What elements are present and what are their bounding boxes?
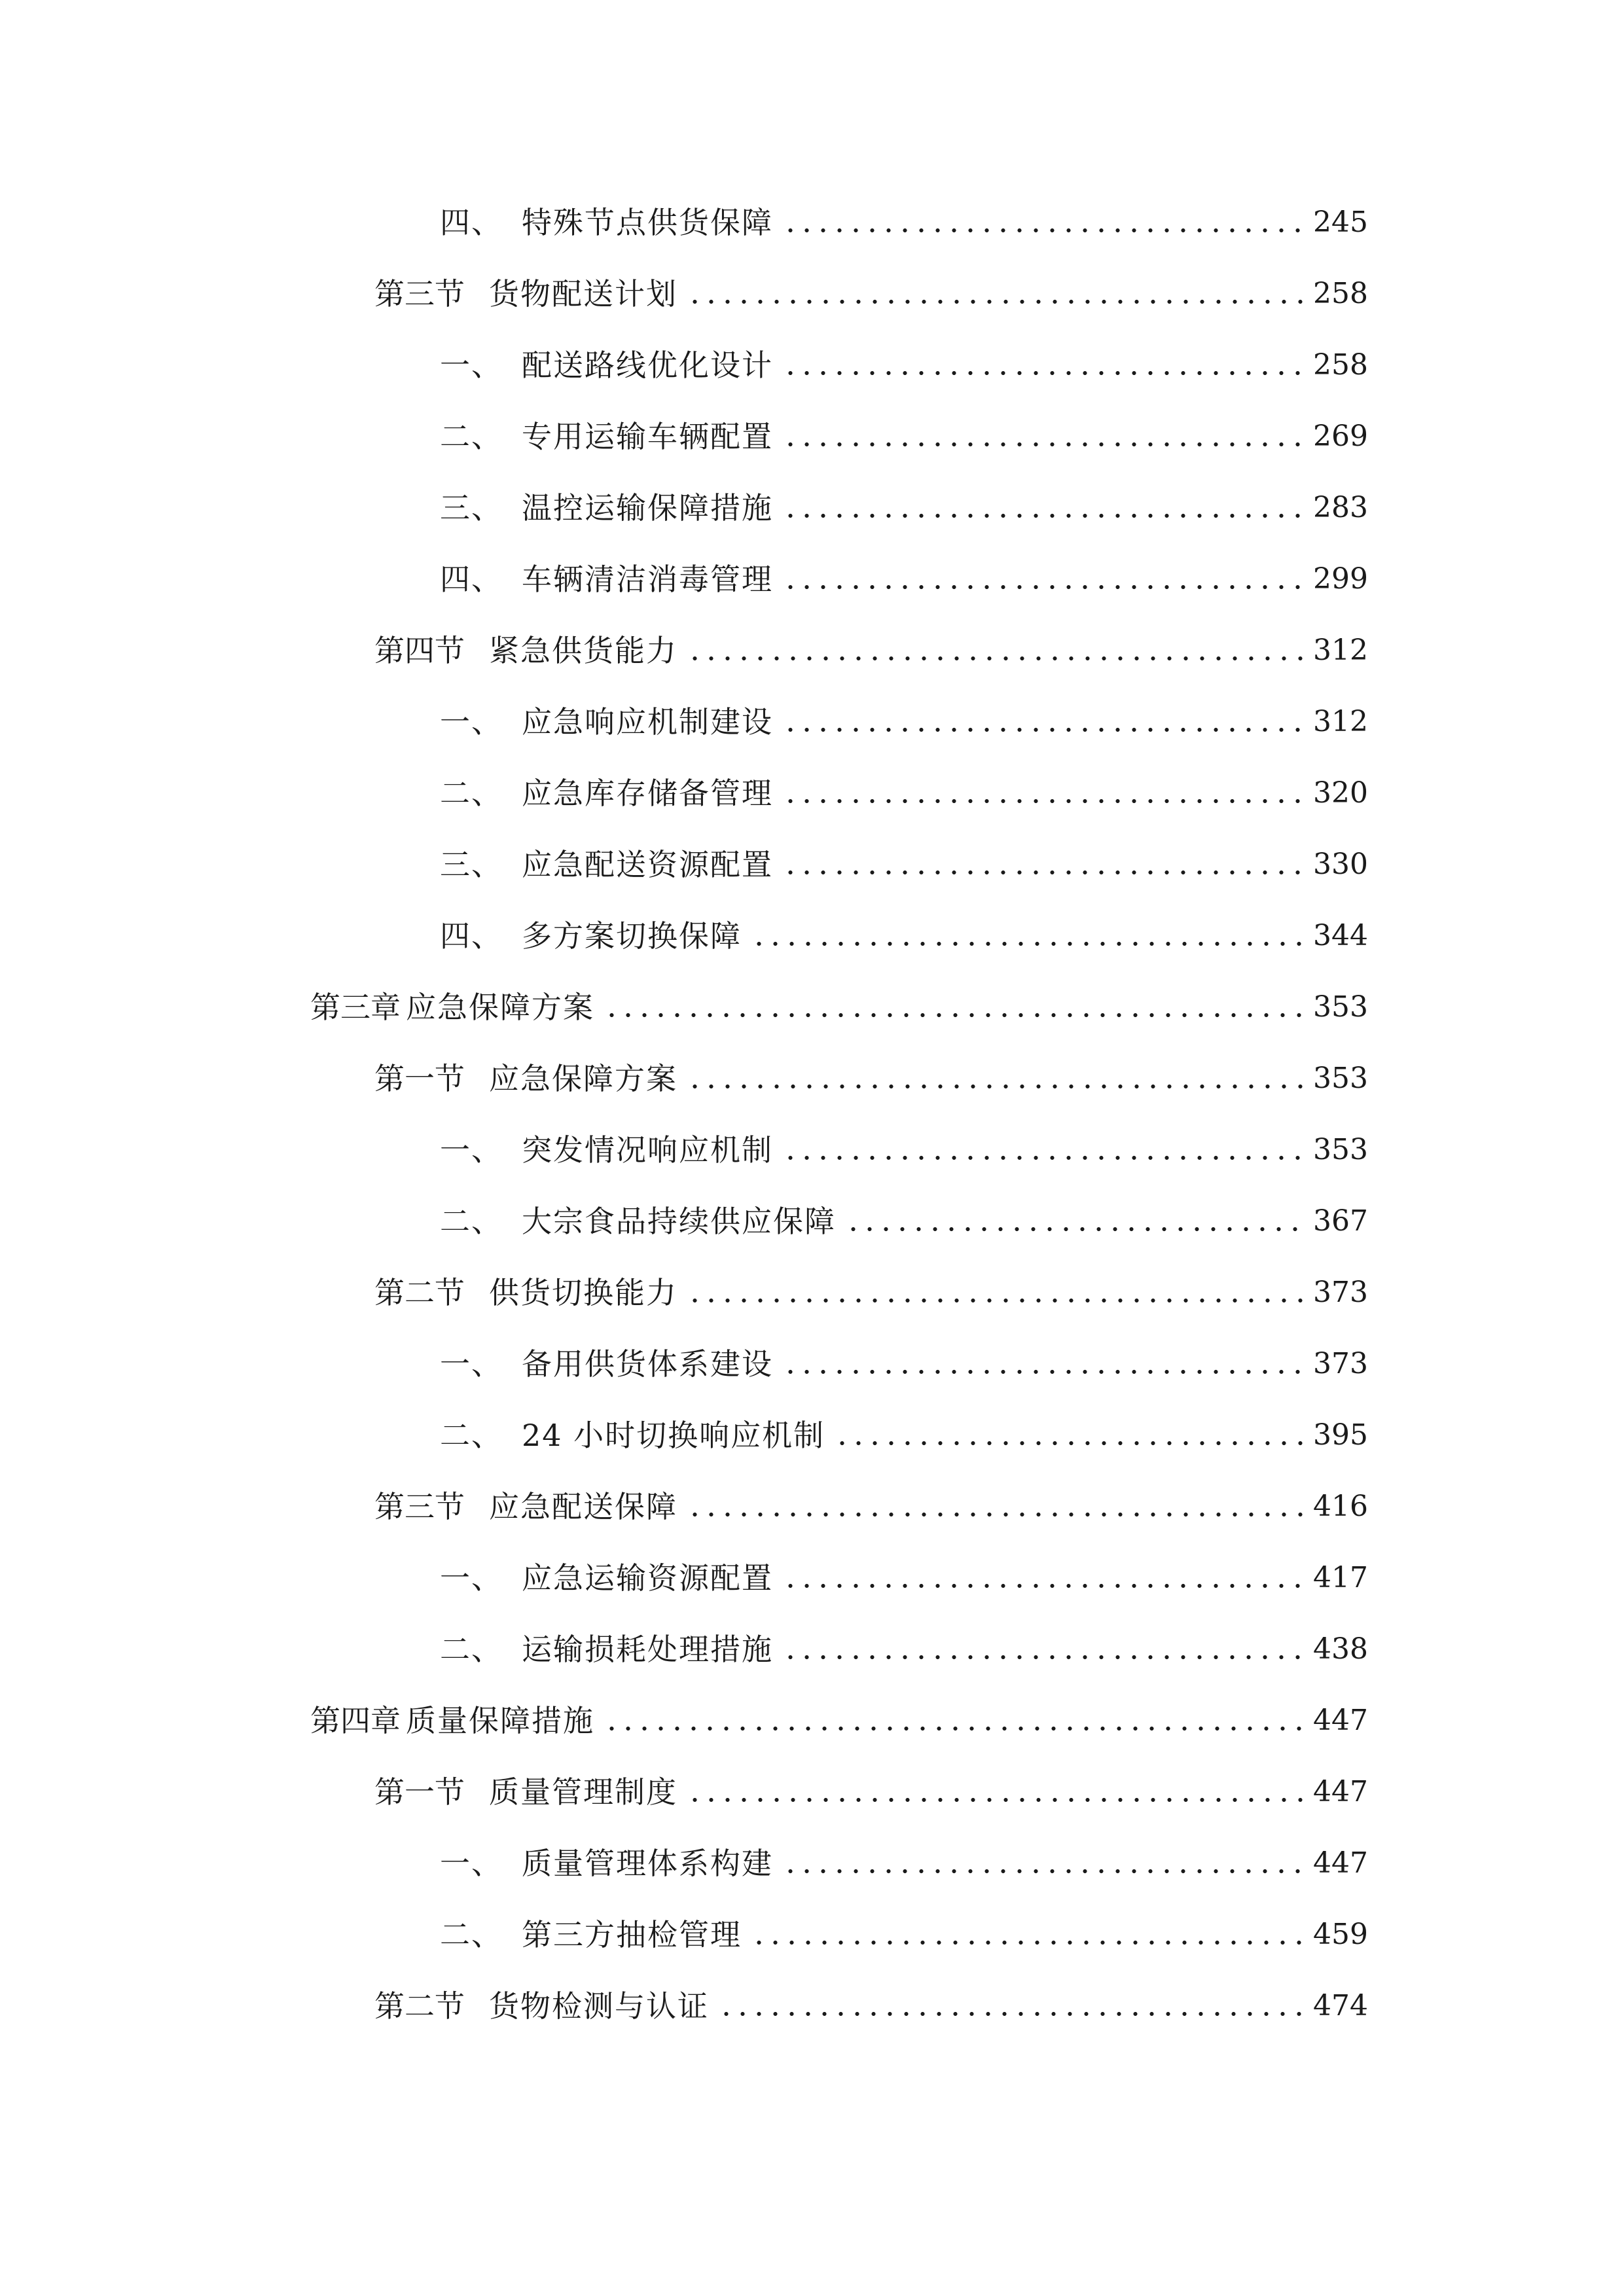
toc-entry-page: 269 — [1313, 420, 1368, 453]
toc-entry-page: 312 — [1313, 705, 1368, 738]
dot-leader — [718, 2011, 1303, 2017]
toc-entry-number: 第三节 — [374, 276, 465, 312]
toc-entry-page: 344 — [1313, 919, 1368, 952]
toc-entry[interactable] — [440, 475, 1368, 528]
toc-entry-number: 四、 — [440, 205, 503, 240]
toc-entry-page: 330 — [1313, 848, 1368, 881]
dot-leader — [782, 370, 1303, 376]
toc-entry-number: 四、 — [440, 562, 503, 597]
toc-entry[interactable] — [374, 1474, 1368, 1526]
dot-leader — [751, 1940, 1303, 1945]
toc-entry-title: 应急保障方案 — [489, 1061, 677, 1096]
toc-entry-title: 突发情况响应机制 — [522, 1132, 773, 1168]
toc-entry-title: 质量管理体系构建 — [522, 1846, 773, 1881]
toc-entry-title: 应急配送资源配置 — [522, 847, 773, 882]
toc-entry-number: 二、 — [440, 419, 503, 454]
toc-entry-number: 第四章 — [310, 1703, 401, 1738]
toc-entry-number: 第三节 — [374, 1489, 465, 1524]
dot-leader — [687, 1797, 1303, 1803]
toc-entry-number: 三、 — [440, 490, 503, 526]
dot-leader — [845, 1227, 1303, 1232]
toc-entry-page: 312 — [1313, 634, 1368, 667]
toc-entry-title: 温控运输保障措施 — [522, 490, 773, 526]
toc-entry-title: 应急运输资源配置 — [522, 1560, 773, 1596]
toc-entry-page: 417 — [1313, 1561, 1368, 1594]
toc-entry-page: 447 — [1313, 1704, 1368, 1737]
toc-entry-page: 353 — [1313, 990, 1368, 1024]
toc-entry-page: 373 — [1313, 1276, 1368, 1309]
toc-entry[interactable] — [374, 618, 1368, 670]
toc-entry-number: 二、 — [440, 1917, 503, 1952]
toc-entry-number: 二、 — [440, 1204, 503, 1239]
dot-leader — [782, 1869, 1303, 1874]
toc-entry-number: 一、 — [440, 1560, 503, 1596]
toc-entry-title: 紧急供货能力 — [489, 633, 677, 668]
dot-leader — [751, 941, 1303, 946]
toc-entry-number: 第一节 — [374, 1774, 465, 1810]
dot-leader — [687, 1298, 1303, 1303]
dot-leader — [782, 513, 1303, 518]
toc-entry-number: 第一节 — [374, 1061, 465, 1096]
toc-entry-title: 多方案切换保障 — [522, 918, 742, 954]
toc-entry[interactable] — [440, 1902, 1368, 1954]
toc-entry[interactable] — [440, 1831, 1368, 1883]
toc-entry-number: 第四节 — [374, 633, 465, 668]
toc-entry-number: 一、 — [440, 348, 503, 383]
toc-entry[interactable] — [440, 404, 1368, 456]
toc-entry[interactable] — [440, 1189, 1368, 1241]
toc-entry-title: 质量保障措施 — [406, 1703, 594, 1738]
toc-entry-title: 应急响应机制建设 — [522, 704, 773, 740]
toc-entry[interactable] — [440, 832, 1368, 884]
toc-entry[interactable] — [310, 1688, 1368, 1740]
toc-entry[interactable] — [440, 1545, 1368, 1598]
toc-entry-page: 320 — [1313, 776, 1368, 810]
toc-entry-page: 373 — [1313, 1347, 1368, 1380]
toc-entry-number: 三、 — [440, 847, 503, 882]
toc-entry-number: 第三章 — [310, 990, 401, 1025]
toc-entry-page: 258 — [1313, 277, 1368, 310]
toc-entry[interactable] — [374, 1046, 1368, 1098]
toc-entry-number: 二、 — [440, 1418, 503, 1453]
toc-entry-number: 一、 — [440, 1132, 503, 1168]
toc-entry-number: 第二节 — [374, 1988, 465, 2024]
toc-entry-title: 第三方抽检管理 — [522, 1917, 742, 1952]
toc-entry-title: 车辆清洁消毒管理 — [522, 562, 773, 597]
toc-entry-title: 大宗食品持续供应保障 — [522, 1204, 836, 1239]
toc-entry-page: 474 — [1313, 1989, 1368, 2022]
toc-entry[interactable] — [440, 1617, 1368, 1669]
toc-entry-number: 一、 — [440, 704, 503, 740]
dot-leader — [782, 870, 1303, 875]
toc-entry-title: 专用运输车辆配置 — [522, 419, 773, 454]
toc-entry-number: 二、 — [440, 776, 503, 811]
dot-leader — [687, 299, 1303, 304]
toc-entry-title: 货物检测与认证 — [489, 1988, 709, 2024]
toc-entry-title: 配送路线优化设计 — [522, 348, 773, 383]
toc-entry-page: 283 — [1313, 491, 1368, 524]
toc-entry-page: 299 — [1313, 562, 1368, 596]
toc-entry-number: 第二节 — [374, 1275, 465, 1310]
toc-entry-page: 438 — [1313, 1632, 1368, 1666]
toc-entry-page: 416 — [1313, 1490, 1368, 1523]
toc-entry-title: 运输损耗处理措施 — [522, 1632, 773, 1667]
dot-leader — [604, 1013, 1303, 1018]
dot-leader — [782, 1655, 1303, 1660]
toc-entry[interactable] — [374, 261, 1368, 314]
toc-entry-page: 395 — [1313, 1418, 1368, 1452]
toc-entry-title: 应急保障方案 — [406, 990, 594, 1025]
dot-leader — [782, 727, 1303, 732]
toc-entry-title: 供货切换能力 — [489, 1275, 677, 1310]
toc-entry-page: 447 — [1313, 1846, 1368, 1880]
dot-leader — [687, 656, 1303, 661]
toc-entry[interactable] — [440, 1117, 1368, 1170]
dot-leader — [687, 1512, 1303, 1517]
toc-entry-page: 245 — [1313, 206, 1368, 239]
dot-leader — [782, 1155, 1303, 1160]
dot-leader — [782, 1369, 1303, 1374]
toc-entry-title: 24 小时切换响应机制 — [522, 1418, 825, 1453]
toc-entry[interactable] — [440, 689, 1368, 742]
toc-entry[interactable] — [440, 547, 1368, 599]
toc-entry-title: 质量管理制度 — [489, 1774, 677, 1810]
dot-leader — [834, 1441, 1303, 1446]
toc-entry[interactable] — [440, 903, 1368, 956]
toc-entry-page: 367 — [1313, 1204, 1368, 1238]
toc-entry-page: 459 — [1313, 1918, 1368, 1951]
dot-leader — [782, 798, 1303, 804]
toc-entry-number: 一、 — [440, 1346, 503, 1382]
dot-leader — [782, 228, 1303, 233]
toc-entry[interactable] — [440, 1403, 1368, 1455]
toc-entry-page: 353 — [1313, 1062, 1368, 1095]
dot-leader — [782, 584, 1303, 590]
toc-entry-page: 447 — [1313, 1775, 1368, 1808]
dot-leader — [782, 1583, 1303, 1588]
toc-entry[interactable] — [440, 332, 1368, 385]
dot-leader — [604, 1726, 1303, 1731]
toc-entry[interactable] — [440, 190, 1368, 242]
toc-entry-title: 特殊节点供货保障 — [522, 205, 773, 240]
toc-entry[interactable] — [374, 1759, 1368, 1812]
toc-entry[interactable] — [440, 761, 1368, 813]
toc-entry-page: 353 — [1313, 1133, 1368, 1166]
toc-entry-title: 应急配送保障 — [489, 1489, 677, 1524]
toc-entry-title: 备用供货体系建设 — [522, 1346, 773, 1382]
toc-entry-number: 一、 — [440, 1846, 503, 1881]
toc-entry[interactable] — [374, 1260, 1368, 1312]
toc-entry[interactable] — [310, 975, 1368, 1027]
toc-entry[interactable] — [440, 1331, 1368, 1384]
dot-leader — [687, 1084, 1303, 1089]
toc-entry-number: 四、 — [440, 918, 503, 954]
dot-leader — [782, 442, 1303, 447]
toc-entry-title: 货物配送计划 — [489, 276, 677, 312]
toc-entry-page: 258 — [1313, 348, 1368, 382]
toc-entry[interactable] — [374, 1973, 1368, 2026]
toc-entry-number: 二、 — [440, 1632, 503, 1667]
toc-entry-title: 应急库存储备管理 — [522, 776, 773, 811]
